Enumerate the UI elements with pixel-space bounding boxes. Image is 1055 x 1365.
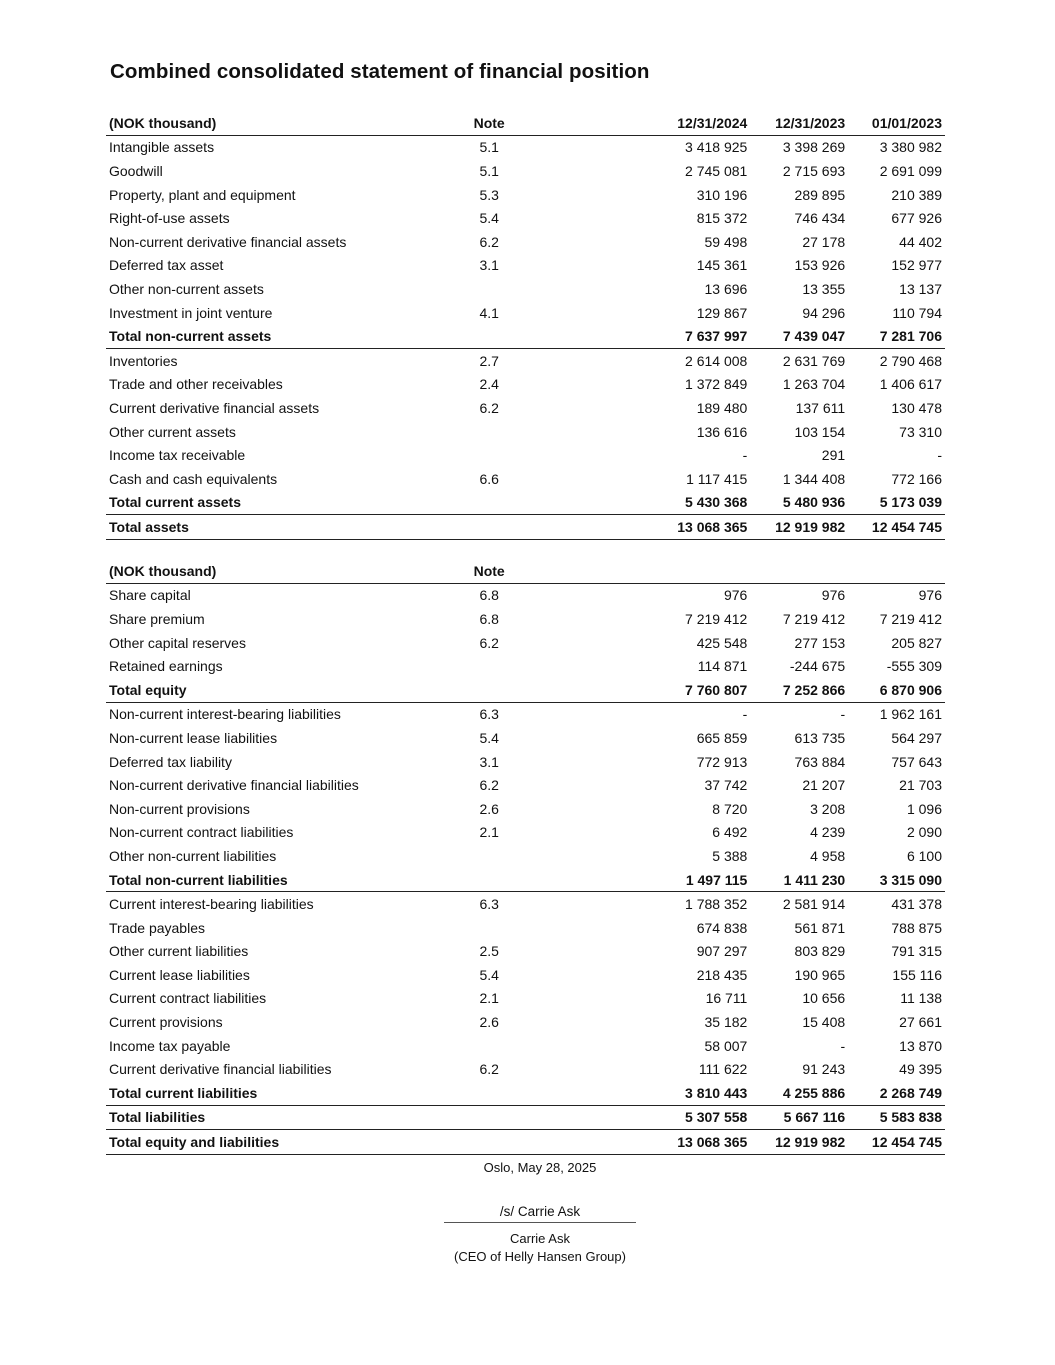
column-header-empty <box>847 559 945 583</box>
row-note <box>441 868 538 892</box>
row-value-2024: 5 430 368 <box>538 491 750 515</box>
row-note <box>441 443 538 467</box>
row-label: Other current liabilities <box>109 943 249 960</box>
row-value-2023-opening: 757 643 <box>891 753 942 770</box>
row-note <box>441 654 538 678</box>
row-value-2024: 59 498 <box>704 233 748 250</box>
row-value-2023-opening: 1 096 <box>906 800 942 817</box>
row-note: 6.6 <box>479 470 499 487</box>
signature-line <box>444 1222 636 1223</box>
row-label: Non-current lease liabilities <box>109 729 278 746</box>
row-value-2023-opening: 152 977 <box>891 257 942 274</box>
row-label: Intangible assets <box>109 139 215 156</box>
table-row <box>106 301 945 325</box>
row-value-2023: 4 239 <box>810 824 846 841</box>
row-value-2024: 145 361 <box>696 257 748 274</box>
column-header-2023-opening: 01/01/2023 <box>847 111 945 135</box>
row-label: Other non-current liabilities <box>109 847 277 864</box>
row-note <box>441 678 538 702</box>
row-value-2023-opening: -555 309 <box>886 658 942 675</box>
row-value-2023-opening: 2 268 749 <box>847 1081 945 1105</box>
row-value-2024: 772 913 <box>696 753 748 770</box>
row-value-2023-opening: 12 454 745 <box>847 1130 945 1155</box>
row-value-2023-opening: 791 315 <box>891 943 942 960</box>
table-header-row <box>106 559 945 583</box>
row-value-2023: 10 656 <box>802 990 846 1007</box>
row-value-2024: 111 622 <box>698 1061 748 1078</box>
column-header-empty <box>538 559 750 583</box>
table-row <box>106 750 945 774</box>
row-value-2023-opening: 110 794 <box>892 304 942 321</box>
total-row <box>106 678 945 702</box>
row-value-2023-opening: 27 661 <box>899 1014 942 1031</box>
row-label: Current contract liabilities <box>109 990 267 1007</box>
row-label: Trade and other receivables <box>109 376 283 393</box>
total-row <box>106 868 945 892</box>
row-note <box>441 1081 538 1105</box>
table-row <box>106 230 945 254</box>
row-value-2023-opening: 6 100 <box>906 847 942 864</box>
row-value-2023-opening: 788 875 <box>891 919 942 936</box>
row-label: Retained earnings <box>109 658 223 675</box>
total-row <box>106 1105 945 1130</box>
row-value-2023: 3 398 269 <box>782 139 846 156</box>
row-label: Right-of-use assets <box>109 210 230 227</box>
row-value-2023: 27 178 <box>802 233 846 250</box>
table-row <box>106 348 945 372</box>
table-row <box>106 183 945 207</box>
row-value-2023: 12 919 982 <box>749 515 847 540</box>
row-value-2023-opening: 2 090 <box>906 824 942 841</box>
row-value-2023: 21 207 <box>802 777 846 794</box>
row-note: 5.4 <box>479 729 499 746</box>
row-value-2023-opening: 5 173 039 <box>847 491 945 515</box>
row-value-2023-opening: 3 315 090 <box>847 868 945 892</box>
table-row <box>106 583 945 607</box>
row-note: 2.5 <box>479 943 499 960</box>
row-value-2023: 12 919 982 <box>749 1130 847 1155</box>
table-row <box>106 844 945 868</box>
row-value-2023: 746 434 <box>794 210 846 227</box>
row-label: Total non-current assets <box>106 324 441 348</box>
row-value-2023: 103 154 <box>794 423 846 440</box>
row-value-2023-opening: 6 870 906 <box>847 678 945 702</box>
row-value-2023-opening: 49 395 <box>899 1061 942 1078</box>
row-note: 6.2 <box>479 634 499 651</box>
table-row <box>106 726 945 750</box>
row-note <box>441 1034 538 1058</box>
row-value-2024: 665 859 <box>696 729 748 746</box>
row-value-2023: 1 411 230 <box>749 868 847 892</box>
row-label: Total equity and liabilities <box>106 1130 441 1155</box>
row-value-2023: 291 <box>821 447 846 464</box>
row-value-2023-opening: 2 691 099 <box>879 162 942 179</box>
row-value-2024: 35 182 <box>704 1014 748 1031</box>
row-note: 6.2 <box>479 233 499 250</box>
row-value-2023: 2 581 914 <box>782 896 846 913</box>
row-value-2024: 1 372 849 <box>685 376 748 393</box>
row-label: Other capital reserves <box>109 634 246 651</box>
table-row <box>106 702 945 726</box>
row-label: Deferred tax asset <box>109 257 224 274</box>
row-value-2024: 189 480 <box>696 399 748 416</box>
signer-name: Carrie Ask <box>510 1231 570 1246</box>
row-value-2024: 3 810 443 <box>538 1081 750 1105</box>
row-value-2023: 976 <box>821 587 846 604</box>
row-value-2023: -244 675 <box>789 658 846 675</box>
table-row <box>106 654 945 678</box>
row-value-2023-opening: 11 138 <box>900 990 942 1007</box>
row-note <box>441 515 538 540</box>
row-value-2023: 190 965 <box>794 966 846 983</box>
row-value-2023-opening: 677 926 <box>891 210 942 227</box>
row-value-2023-opening: 13 870 <box>899 1037 942 1054</box>
row-label: Total non-current liabilities <box>106 868 441 892</box>
row-note: 3.1 <box>479 753 499 770</box>
table-row <box>106 206 945 230</box>
row-label: Total current assets <box>106 491 441 515</box>
column-header-empty <box>749 559 847 583</box>
row-value-2024: 13 696 <box>704 280 748 297</box>
row-value-2023: 3 208 <box>810 800 846 817</box>
table-row <box>106 916 945 940</box>
row-value-2024: 8 720 <box>712 800 748 817</box>
row-value-2023: 5 480 936 <box>749 491 847 515</box>
row-value-2023-opening: 7 219 412 <box>879 610 942 627</box>
row-value-2024: 674 838 <box>696 919 748 936</box>
row-label: Investment in joint venture <box>109 304 273 321</box>
row-value-2023-opening: 976 <box>918 587 942 604</box>
table-row <box>106 1057 945 1081</box>
total-row <box>106 1130 945 1155</box>
row-note: 6.2 <box>479 399 499 416</box>
total-row <box>106 491 945 515</box>
row-label: Share capital <box>109 587 191 604</box>
row-value-2023-opening: 155 116 <box>892 966 942 983</box>
row-value-2024: 58 007 <box>704 1037 748 1054</box>
row-value-2023-opening: 21 703 <box>899 777 942 794</box>
row-value-2023-opening: 772 166 <box>891 470 942 487</box>
row-note: 6.2 <box>479 1061 499 1078</box>
row-label: Property, plant and equipment <box>109 186 296 203</box>
row-value-2023-opening: 431 378 <box>891 896 942 913</box>
row-value-2024: - <box>742 706 748 723</box>
row-value-2024: 13 068 365 <box>538 515 750 540</box>
row-value-2024: 3 418 925 <box>685 139 748 156</box>
row-note: 2.7 <box>479 352 499 369</box>
row-note: 2.1 <box>479 990 499 1007</box>
table-row <box>106 940 945 964</box>
row-value-2024: 5 388 <box>712 847 748 864</box>
row-value-2023-opening: 44 402 <box>899 233 942 250</box>
row-note <box>441 1105 538 1130</box>
row-value-2023: 4 958 <box>810 847 846 864</box>
row-value-2024: 7 760 807 <box>538 678 750 702</box>
row-value-2024: - <box>742 447 748 464</box>
column-header-note: Note <box>441 559 538 583</box>
row-note: 2.6 <box>479 800 499 817</box>
column-header-2023: 12/31/2023 <box>749 111 847 135</box>
row-value-2024: 425 548 <box>696 634 748 651</box>
row-value-2024: 129 867 <box>696 304 748 321</box>
row-value-2023: 763 884 <box>794 753 846 770</box>
row-note: 6.2 <box>479 777 499 794</box>
row-value-2023: - <box>840 1037 846 1054</box>
table-row <box>106 987 945 1011</box>
row-value-2024: 114 871 <box>697 658 748 675</box>
table-row <box>106 631 945 655</box>
row-value-2024: 2 745 081 <box>685 162 748 179</box>
row-note: 5.4 <box>479 966 499 983</box>
row-label: Current derivative financial assets <box>109 399 320 416</box>
row-note <box>441 844 538 868</box>
row-value-2023: 7 252 866 <box>749 678 847 702</box>
row-value-2023: 4 255 886 <box>749 1081 847 1105</box>
row-value-2024: 907 297 <box>696 943 748 960</box>
table-row <box>106 773 945 797</box>
row-value-2023-opening: - <box>937 447 942 464</box>
total-row <box>106 324 945 348</box>
row-note: 6.3 <box>479 706 499 723</box>
row-value-2023: 7 219 412 <box>782 610 846 627</box>
table-row <box>106 420 945 444</box>
row-label: Trade payables <box>109 919 205 936</box>
row-label: Non-current derivative financial assets <box>109 233 347 250</box>
row-note <box>441 1130 538 1155</box>
table-row <box>106 159 945 183</box>
row-note: 5.1 <box>479 139 499 156</box>
row-label: Current derivative financial liabilities <box>109 1061 332 1078</box>
row-value-2024: 310 196 <box>696 186 748 203</box>
row-note: 3.1 <box>479 257 499 274</box>
row-value-2023-opening: 1 406 617 <box>879 376 942 393</box>
table-row <box>106 254 945 278</box>
row-note: 5.4 <box>479 210 499 227</box>
row-value-2023: 137 611 <box>795 399 846 416</box>
row-note: 6.3 <box>479 896 499 913</box>
row-value-2023: 803 829 <box>794 943 846 960</box>
row-value-2023: 13 355 <box>802 280 846 297</box>
row-value-2023-opening: 5 583 838 <box>847 1105 945 1130</box>
row-note: 5.1 <box>479 162 499 179</box>
row-label: Non-current provisions <box>109 800 250 817</box>
row-value-2024: 218 435 <box>696 966 748 983</box>
row-value-2023: 561 871 <box>794 919 846 936</box>
row-label: Current interest-bearing liabilities <box>109 896 314 913</box>
row-value-2023: - <box>840 706 846 723</box>
row-label: Current provisions <box>109 1014 223 1031</box>
table-row <box>106 467 945 491</box>
row-value-2024: 1 117 415 <box>686 470 748 487</box>
table-row <box>106 963 945 987</box>
signer-role: (CEO of Helly Hansen Group) <box>454 1249 626 1264</box>
row-value-2023-opening: 1 962 161 <box>879 706 942 723</box>
row-value-2024: 2 614 008 <box>685 352 748 369</box>
table-row <box>106 1034 945 1058</box>
table-header-row <box>106 111 945 135</box>
row-value-2023: 5 667 116 <box>749 1105 847 1130</box>
row-label: Inventories <box>109 352 178 369</box>
row-value-2024: 6 492 <box>712 824 748 841</box>
row-value-2023: 1 344 408 <box>782 470 846 487</box>
row-value-2023: 94 296 <box>802 304 846 321</box>
row-value-2023: 2 715 693 <box>782 162 846 179</box>
row-value-2023-opening: 13 137 <box>899 280 942 297</box>
row-label: Non-current contract liabilities <box>109 824 294 841</box>
column-header-label: (NOK thousand) <box>106 111 441 135</box>
row-label: Current lease liabilities <box>109 966 250 983</box>
table-row <box>106 135 945 159</box>
row-note: 4.1 <box>479 304 499 321</box>
page-title: Combined consolidated statement of financial position <box>110 60 650 83</box>
row-value-2023-opening: 73 310 <box>899 423 942 440</box>
row-value-2023-opening: 12 454 745 <box>847 515 945 540</box>
row-value-2024: 7 637 997 <box>538 324 750 348</box>
row-note <box>441 420 538 444</box>
row-value-2024: 7 219 412 <box>685 610 748 627</box>
row-value-2024: 37 742 <box>704 777 748 794</box>
row-label: Share premium <box>109 610 205 627</box>
total-row <box>106 1081 945 1105</box>
row-value-2023-opening: 3 380 982 <box>879 139 942 156</box>
row-value-2024: 16 711 <box>705 990 748 1007</box>
table-row <box>106 373 945 397</box>
table-row <box>106 892 945 916</box>
row-value-2024: 5 307 558 <box>538 1105 750 1130</box>
column-header-note: Note <box>441 111 538 135</box>
row-label: Deferred tax liability <box>109 753 232 770</box>
row-label: Income tax payable <box>109 1037 231 1054</box>
assets-table <box>106 111 945 540</box>
column-header-label: (NOK thousand) <box>106 559 441 583</box>
table-row <box>106 277 945 301</box>
row-value-2024: 976 <box>723 587 748 604</box>
table-row <box>106 607 945 631</box>
row-note <box>441 916 538 940</box>
row-value-2023: 289 895 <box>794 186 846 203</box>
row-label: Goodwill <box>109 162 163 179</box>
row-value-2023-opening: 210 389 <box>891 186 942 203</box>
row-value-2023-opening: 564 297 <box>891 729 942 746</box>
row-value-2023-opening: 7 281 706 <box>847 324 945 348</box>
row-value-2023: 15 408 <box>802 1014 846 1031</box>
row-label: Total equity <box>106 678 441 702</box>
row-label: Other non-current assets <box>109 280 264 297</box>
row-label: Total assets <box>106 515 441 540</box>
row-label: Other current assets <box>109 423 236 440</box>
row-value-2023-opening: 130 478 <box>891 399 942 416</box>
column-header-2024: 12/31/2024 <box>538 111 750 135</box>
row-value-2024: 13 068 365 <box>538 1130 750 1155</box>
row-value-2023: 91 243 <box>802 1061 846 1078</box>
row-note <box>441 324 538 348</box>
row-value-2023-opening: 205 827 <box>891 634 942 651</box>
row-note <box>441 491 538 515</box>
row-value-2024: 1 497 115 <box>538 868 750 892</box>
table-row <box>106 797 945 821</box>
signature: /s/ Carrie Ask <box>499 1204 581 1219</box>
equity-liabilities-table <box>106 559 945 1155</box>
table-row <box>106 396 945 420</box>
row-label: Cash and cash equivalents <box>109 470 278 487</box>
row-value-2023: 1 263 704 <box>782 376 846 393</box>
row-value-2023-opening: 2 790 468 <box>879 352 942 369</box>
row-label: Total liabilities <box>106 1105 441 1130</box>
row-value-2024: 815 372 <box>696 210 748 227</box>
total-row <box>106 515 945 540</box>
row-note <box>441 277 538 301</box>
row-value-2023: 613 735 <box>794 729 846 746</box>
row-label: Non-current interest-bearing liabilities <box>109 706 341 723</box>
row-note: 2.1 <box>479 824 499 841</box>
row-note: 6.8 <box>479 610 499 627</box>
row-value-2024: 1 788 352 <box>685 896 748 913</box>
row-note: 2.4 <box>479 376 499 393</box>
row-note: 2.6 <box>479 1014 499 1031</box>
row-label: Total current liabilities <box>106 1081 441 1105</box>
row-label: Non-current derivative financial liabilities <box>109 777 359 794</box>
table-row <box>106 443 945 467</box>
table-row <box>106 1010 945 1034</box>
row-label: Income tax receivable <box>109 447 246 464</box>
place-date: Oslo, May 28, 2025 <box>483 1160 597 1175</box>
table-row <box>106 821 945 845</box>
row-value-2023: 2 631 769 <box>782 352 846 369</box>
row-note: 6.8 <box>479 587 499 604</box>
row-value-2023: 277 153 <box>794 634 846 651</box>
row-note: 5.3 <box>479 186 499 203</box>
row-value-2023: 7 439 047 <box>749 324 847 348</box>
row-value-2024: 136 616 <box>696 423 748 440</box>
row-value-2023: 153 926 <box>794 257 846 274</box>
